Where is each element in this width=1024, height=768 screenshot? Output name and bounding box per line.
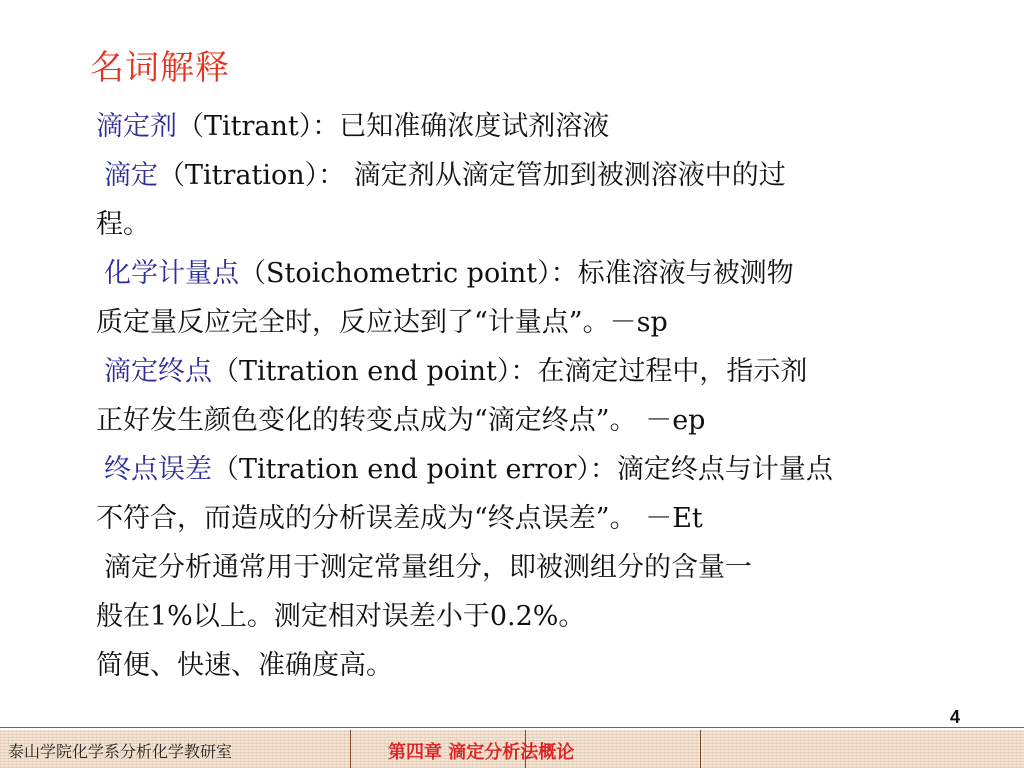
- definition-text: （Stoichometric point）：标准溶液与被测物: [239, 258, 794, 289]
- definition-term: 滴定: [104, 160, 158, 191]
- summary-line: [96, 592, 956, 641]
- definition-term: 滴定终点: [104, 356, 212, 387]
- summary-text: 般在1%以上。测定相对误差小于0.2%。: [96, 601, 586, 632]
- definition-text: 质定量反应完全时，反应达到了“计量点”。－sp: [96, 307, 668, 338]
- definition-line: [96, 494, 956, 543]
- slide-title: 名词解释: [90, 48, 230, 88]
- definition-line: [96, 298, 956, 347]
- definition-term: 滴定剂: [96, 111, 177, 142]
- footer-cell-right: [700, 730, 1023, 768]
- footer-chapter-title: 第四章 滴定分析法概论: [388, 742, 575, 763]
- summary-text: 滴定分析通常用于测定常量组分，即被测组分的含量一: [104, 552, 752, 583]
- summary-line: [96, 641, 956, 690]
- definition-line: [96, 102, 956, 151]
- definition-line: [96, 151, 956, 200]
- definitions-list: [96, 102, 956, 690]
- definition-text: （Titration）： 滴定剂从滴定管加到被测溶液中的过: [158, 160, 786, 191]
- definition-line: [96, 396, 956, 445]
- footer-divider: [0, 727, 1024, 728]
- definition-text: （Titrant）：已知准确浓度试剂溶液: [177, 111, 610, 142]
- definition-term: 化学计量点: [104, 258, 239, 289]
- footer-department: 泰山学院化学系分析化学教研室: [8, 742, 233, 761]
- summary-text: 简便、快速、准确度高。: [96, 650, 393, 681]
- definition-line: [96, 249, 956, 298]
- definition-text: （Titration end point error）：滴定终点与计量点: [212, 454, 833, 485]
- definition-term: 终点误差: [104, 454, 212, 485]
- page-number: 4: [950, 707, 961, 727]
- footer-bar: [0, 730, 1024, 768]
- definition-text: （Titration end point）：在滴定过程中，指示剂: [212, 356, 808, 387]
- definition-line: [96, 445, 956, 494]
- definition-line: [96, 200, 956, 249]
- definition-text: 程。: [96, 209, 150, 240]
- definition-text: 正好发生颜色变化的转变点成为“滴定终点”。 －ep: [96, 405, 706, 436]
- definition-text: 不符合，而造成的分析误差成为“终点误差”。 －Et: [96, 503, 703, 534]
- definition-line: [96, 347, 956, 396]
- summary-line: [96, 543, 956, 592]
